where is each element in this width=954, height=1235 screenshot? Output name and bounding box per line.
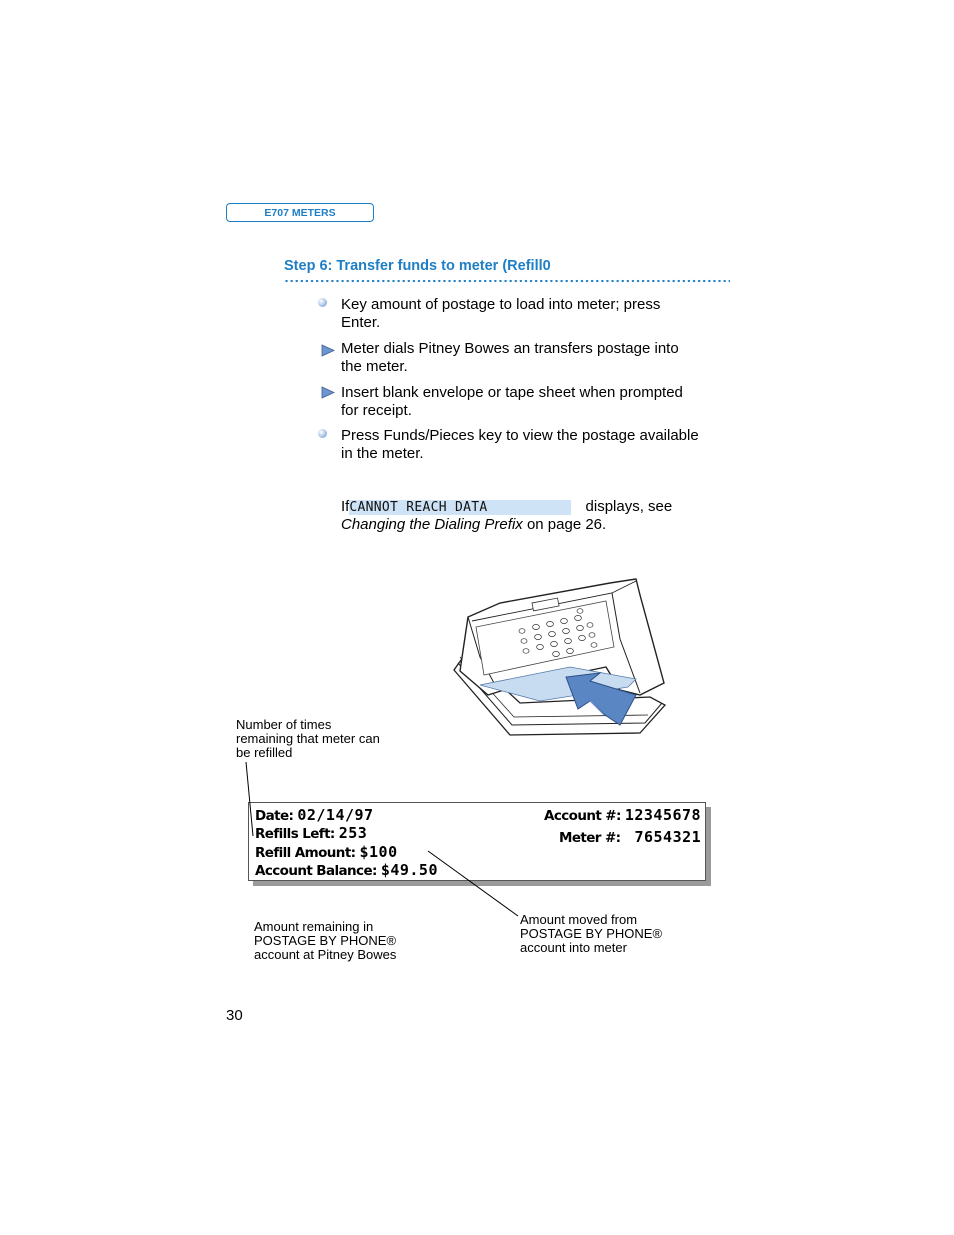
receipt-account-number: Account #: 12345678 — [544, 806, 702, 824]
receipt-account-balance: Account Balance: $49.50 — [255, 861, 438, 879]
callout-refill-amount: Amount moved from POSTAGE BY PHONE® account into meter — [520, 912, 663, 955]
note-prefix: If — [341, 498, 350, 515]
step-item: Press Funds/Pieces key to view the postage available in the meter. — [341, 427, 699, 462]
lcd-display-text: CANNOT REACH DATA — [349, 500, 571, 515]
step-item: Meter dials Pitney Bowes an transfers postage into the meter. — [341, 340, 679, 375]
receipt-refills-left: Refills Left: 253 — [255, 824, 368, 842]
cross-reference-page: on page 26. — [522, 515, 607, 533]
step-title: Step 6: Transfer funds to meter (Refill0 — [284, 258, 551, 274]
page-number: 30 — [226, 1007, 243, 1024]
callout-refills-left: Number of times remaining that meter can be refilled — [236, 717, 380, 760]
note-suffix: displays, see — [585, 498, 673, 515]
receipt-meter-number: Meter #: 7654321 — [559, 828, 702, 846]
receipt-date: Date: 02/14/97 — [255, 806, 374, 824]
callout-account-balance: Amount remaining in POSTAGE BY PHONE® account at Pitney Bowes — [254, 919, 397, 962]
receipt-refill-amount: Refill Amount: $100 — [255, 843, 398, 861]
step-item: Insert blank envelope or tape sheet when prompted for receipt. — [341, 384, 683, 419]
cross-reference-link[interactable]: Changing the Dialing Prefix — [341, 515, 523, 533]
section-tab: E707 METERS — [226, 203, 374, 222]
step-item: Key amount of postage to load into meter; press Enter. — [341, 296, 661, 331]
